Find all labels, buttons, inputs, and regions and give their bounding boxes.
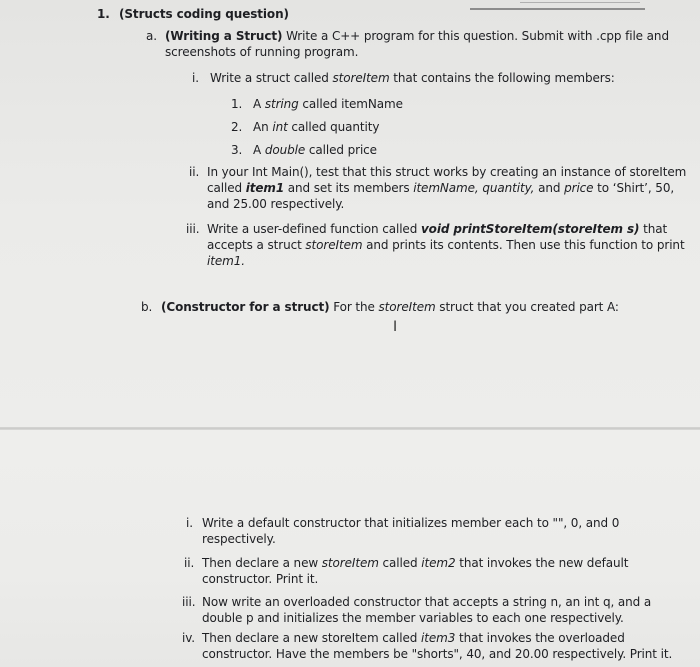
part-a-heading: (Writing a Struct) (165, 29, 283, 43)
part-b-heading: (Constructor for a struct) (161, 300, 330, 314)
member-3-num: 3. (231, 143, 243, 157)
part-a-line-2: screenshots of running program. (165, 45, 359, 59)
a-ii-line-3: and 25.00 respectively. (207, 197, 345, 211)
b-iii-line-2: double p and initializes the member variables to each one respectively. (202, 611, 624, 625)
b-i-line-2: respectively. (202, 532, 276, 546)
member-1-text: A string called itemName (253, 97, 403, 111)
b-ii-line-2: constructor. Print it. (202, 572, 319, 586)
member-2-num: 2. (231, 120, 243, 134)
text-cursor-icon: I (393, 319, 398, 335)
member-3-text: A double called price (253, 143, 377, 157)
part-a-label: a. (146, 29, 157, 43)
member-2-text: An int called quantity (253, 120, 380, 134)
part-b-line-1: (Constructor for a struct) For the storeItem struct that you created part A: (161, 300, 619, 314)
a-ii-label: ii. (189, 165, 200, 179)
question-number: 1. (97, 7, 110, 21)
a-iii-line-2: accepts a struct storeItem and prints its contents. Then use this function to print (207, 238, 685, 252)
top-rule (470, 8, 645, 10)
a-i-text: Write a struct called storeItem that contains the following members: (210, 71, 615, 85)
b-i-label: i. (186, 516, 193, 530)
a-ii-line-1: In your Int Main(), test that this struct works by creating an instance of storeItem (207, 165, 687, 179)
b-iii-line-1: Now write an overloaded constructor that accepts a string n, an int q, and a (202, 595, 652, 609)
part-a-line-1: (Writing a Struct) Write a C++ program for this question. Submit with .cpp file and (165, 29, 669, 43)
question-title: (Structs coding question) (119, 7, 289, 21)
b-i-line-1: Write a default constructor that initializes member each to "", 0, and 0 (202, 516, 620, 530)
b-iv-line-2: constructor. Have the members be "shorts", 40, and 20.00 respectively. Print it. (202, 647, 673, 661)
a-ii-line-2: called item1 and set its members itemName, quantity, and price to ‘Shirt’, 50, (207, 181, 675, 195)
b-ii-line-1: Then declare a new storeItem called item2 that invokes the new default (202, 556, 629, 570)
b-iv-label: iv. (182, 631, 196, 645)
part-b-label: b. (141, 300, 153, 314)
b-ii-label: ii. (184, 556, 195, 570)
a-iii-line-1: Write a user-defined function called void printStoreItem(storeItem s) that (207, 222, 668, 236)
member-1-num: 1. (231, 97, 243, 111)
a-iii-label: iii. (186, 222, 200, 236)
a-i-label: i. (192, 71, 199, 85)
b-iv-line-1: Then declare a new storeItem called item3 that invokes the overloaded (202, 631, 625, 645)
a-iii-line-3: item1. (207, 254, 245, 268)
b-iii-label: iii. (182, 595, 196, 609)
top-rule-faint (520, 2, 640, 3)
page-fold-shadow (0, 427, 700, 430)
